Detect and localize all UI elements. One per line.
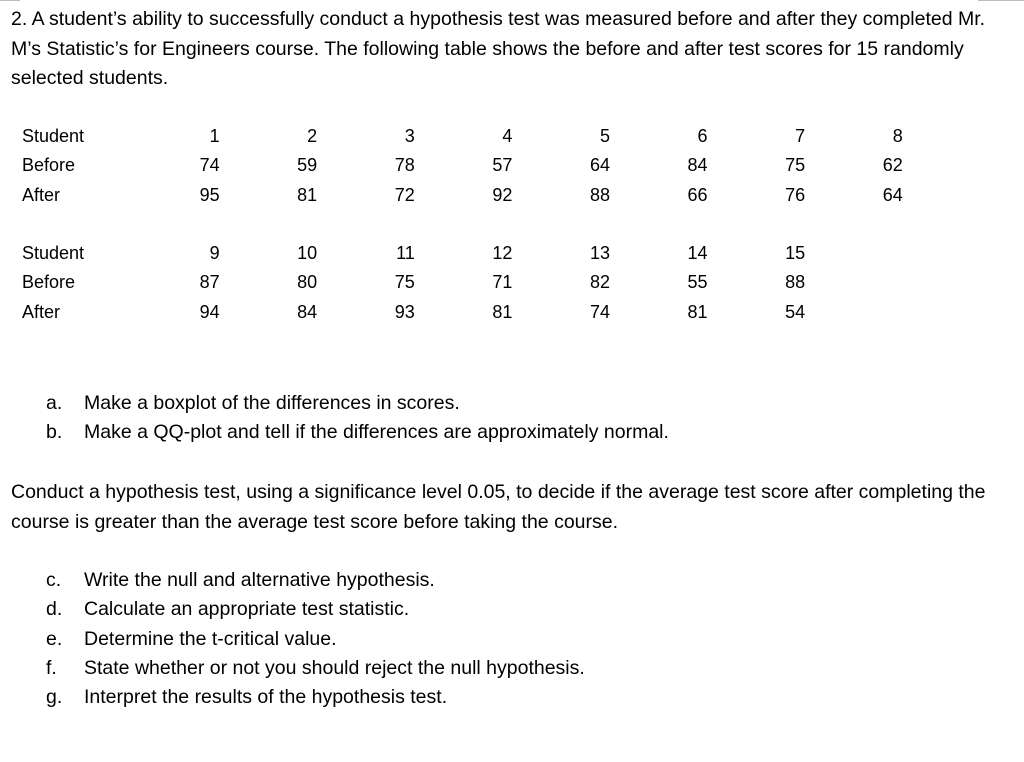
before-score: 88	[785, 272, 806, 293]
list-item-text: Determine the t-critical value.	[84, 627, 337, 650]
list-item-text: State whether or not you should reject the null hypothesis.	[84, 656, 585, 679]
before-score: 55	[687, 272, 708, 293]
list-marker: g.	[46, 686, 63, 709]
list-item-text: Make a boxplot of the differences in scores.	[84, 392, 460, 414]
list-item	[46, 625, 585, 654]
before-score: 74	[199, 155, 220, 176]
student-number: 8	[892, 126, 903, 146]
student-number: 10	[297, 243, 318, 263]
list-marker: a.	[46, 392, 63, 414]
student-number: 3	[404, 126, 415, 146]
list-item-text: Write the null and alternative hypothesis.	[84, 569, 435, 591]
student-row	[22, 239, 805, 268]
question-intro-text: 2. A student’s ability to successfully conduct a hypothesis test was measured before and after they completed Mr. M’s Statistic’s for Engineers course. The following table shows the before and after test scores for 15 randomly selected students.	[11, 8, 986, 89]
after-score: 81	[687, 301, 708, 322]
after-score: 72	[394, 184, 415, 205]
before-score: 59	[297, 155, 318, 176]
list-marker: f.	[46, 656, 57, 679]
before-score: 84	[687, 155, 708, 176]
row-label-student: Student	[22, 243, 85, 263]
list-item	[46, 654, 585, 683]
before-score: 75	[785, 155, 806, 176]
list-item-text: Interpret the results of the hypothesis test.	[84, 686, 448, 709]
student-number: 1	[209, 126, 220, 146]
list-marker: d.	[46, 598, 63, 621]
after-score: 93	[394, 301, 415, 322]
list-item-text: Make a QQ-plot and tell if the differences are approximately normal.	[84, 421, 669, 444]
after-row	[22, 298, 805, 327]
student-number: 12	[492, 243, 513, 263]
parts-list-cg	[46, 566, 585, 712]
student-number: 6	[697, 126, 708, 146]
before-row	[22, 151, 903, 180]
student-number: 4	[502, 126, 513, 146]
list-item	[46, 389, 669, 418]
list-marker: b.	[46, 421, 63, 444]
scores-table-1	[22, 122, 903, 210]
after-score: 81	[492, 301, 513, 322]
list-item-text: Calculate an appropriate test statistic.	[84, 598, 410, 621]
list-item	[46, 418, 669, 447]
student-number: 2	[307, 126, 318, 146]
conduct-instructions: Conduct a hypothesis test, using a significance level 0.05, to decide if the average test score after completing the course is greater than the average test score before taking the course.	[11, 481, 986, 533]
list-item	[46, 566, 585, 595]
row-label-before: Before	[22, 155, 76, 176]
before-score: 64	[589, 155, 610, 176]
after-score: 74	[589, 301, 610, 322]
student-number: 5	[599, 126, 610, 146]
after-score: 81	[297, 184, 318, 205]
before-score: 57	[492, 155, 513, 176]
after-score: 95	[199, 184, 220, 205]
after-score: 76	[785, 184, 806, 205]
question-intro	[11, 5, 1011, 94]
before-score: 75	[394, 272, 415, 293]
after-score: 88	[589, 184, 610, 205]
list-item	[46, 595, 585, 624]
before-row	[22, 268, 805, 297]
list-item	[46, 683, 585, 712]
scores-table-2	[22, 239, 805, 327]
list-marker: e.	[46, 627, 63, 650]
before-score: 62	[882, 155, 903, 176]
after-score: 94	[199, 301, 220, 322]
student-number: 15	[785, 243, 806, 263]
before-score: 71	[492, 272, 513, 293]
list-marker: c.	[46, 569, 62, 591]
before-score: 80	[297, 272, 318, 293]
before-score: 82	[589, 272, 610, 293]
after-score: 66	[687, 184, 708, 205]
student-number: 11	[396, 243, 415, 263]
after-row	[22, 181, 903, 210]
row-label-student: Student	[22, 126, 85, 146]
row-label-after: After	[22, 301, 61, 322]
top-divider-left	[0, 0, 20, 1]
before-score: 87	[199, 272, 220, 293]
row-label-after: After	[22, 184, 61, 205]
after-score: 64	[882, 184, 903, 205]
student-number: 9	[209, 243, 220, 263]
after-score: 92	[492, 184, 513, 205]
after-score: 54	[785, 301, 806, 322]
row-label-before: Before	[22, 272, 76, 293]
student-number: 7	[795, 126, 806, 146]
top-divider-right	[978, 0, 1024, 1]
student-number: 14	[687, 243, 708, 263]
before-score: 78	[394, 155, 415, 176]
student-row	[22, 122, 903, 151]
student-number: 13	[589, 243, 610, 263]
parts-list-ab	[46, 389, 669, 448]
after-score: 84	[297, 301, 318, 322]
